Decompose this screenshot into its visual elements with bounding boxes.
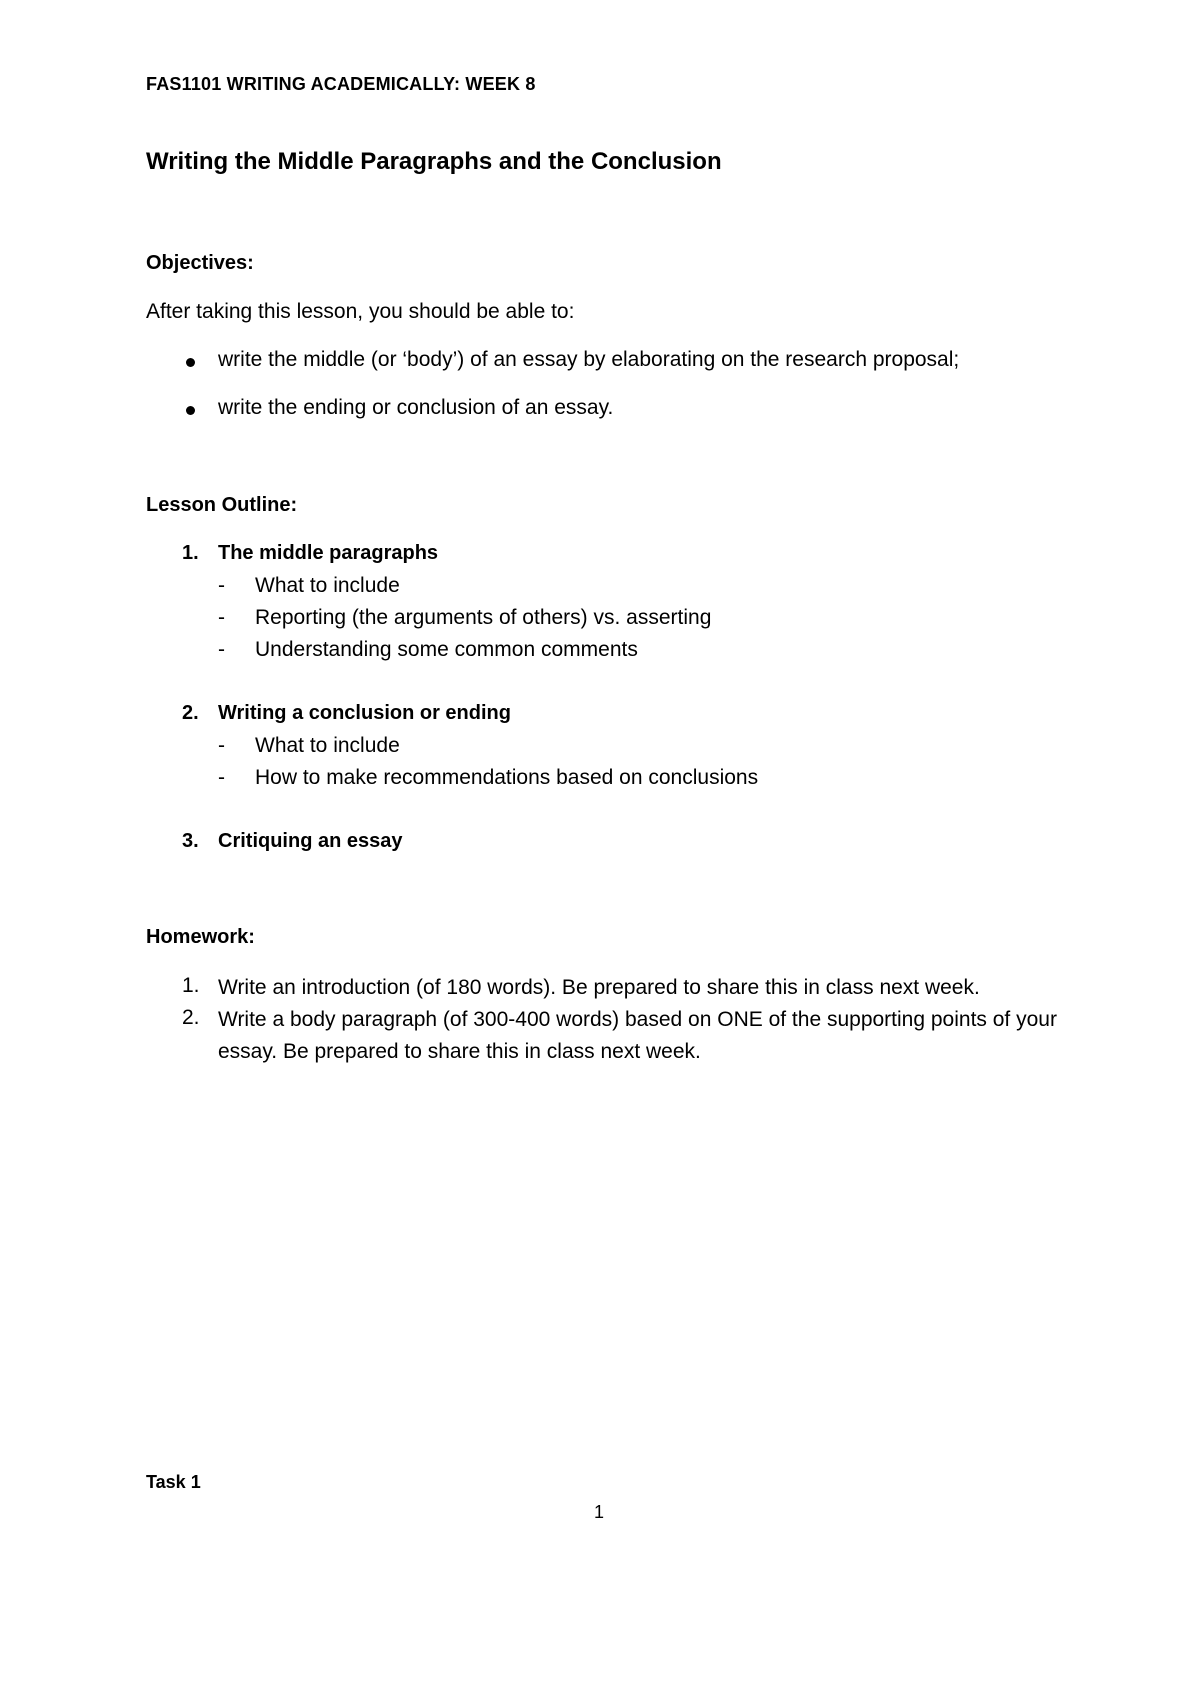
dash-marker: - bbox=[218, 638, 225, 661]
lesson-outline-heading: Lesson Outline: bbox=[146, 494, 298, 516]
outline-item-number: 1. bbox=[182, 542, 199, 564]
page-title: Writing the Middle Paragraphs and the Conclusion bbox=[146, 148, 722, 175]
outline-subitem-text: Reporting (the arguments of others) vs. asserting bbox=[255, 606, 712, 629]
outline-subitem bbox=[146, 638, 1146, 668]
page-number: 1 bbox=[594, 1502, 605, 1522]
outline-subitem-text: What to include bbox=[255, 574, 400, 597]
homework-item-text: Write an introduction (of 180 words). Be prepared to share this in class next week. bbox=[218, 976, 980, 999]
outline-item-number: 3. bbox=[182, 830, 199, 852]
dash-marker: - bbox=[218, 574, 225, 597]
outline-subitem-text: What to include bbox=[255, 734, 400, 757]
bullet-icon bbox=[186, 358, 195, 367]
outline-item-number: 2. bbox=[182, 702, 199, 724]
outline-subitem bbox=[146, 574, 1146, 604]
dash-marker: - bbox=[218, 606, 225, 629]
homework-item bbox=[146, 972, 1146, 1004]
homework-item bbox=[146, 1004, 1146, 1068]
objective-item-text: write the ending or conclusion of an essay. bbox=[218, 396, 614, 419]
outline-subitem-text: How to make recommendations based on conclusions bbox=[255, 766, 759, 789]
outline-subitem bbox=[146, 606, 1146, 636]
objectives-intro: After taking this lesson, you should be able to: bbox=[146, 300, 575, 323]
outline-item-label: The middle paragraphs bbox=[218, 542, 439, 564]
objective-item bbox=[146, 348, 1146, 378]
homework-item-number: 2. bbox=[182, 1006, 200, 1029]
dash-marker: - bbox=[218, 766, 225, 789]
objective-item-text: write the middle (or ‘body’) of an essay by elaborating on the research proposal; bbox=[218, 348, 960, 371]
outline-subitem bbox=[146, 734, 1146, 764]
outline-item bbox=[146, 702, 1146, 732]
outline-item-label: Writing a conclusion or ending bbox=[218, 702, 511, 724]
homework-heading: Homework: bbox=[146, 926, 255, 948]
outline-item bbox=[146, 542, 1146, 572]
outline-subitem-text: Understanding some common comments bbox=[255, 638, 638, 661]
homework-item-text: Write a body paragraph (of 300-400 words) based on ONE of the supporting points of your essay. Be prepared to share this in class next week. bbox=[218, 1008, 1057, 1063]
dash-marker: - bbox=[218, 734, 225, 757]
outline-item-label: Critiquing an essay bbox=[218, 830, 403, 852]
homework-item-number: 1. bbox=[182, 974, 200, 997]
outline-subitem bbox=[146, 766, 1146, 796]
outline-item bbox=[146, 830, 1146, 860]
bullet-icon bbox=[186, 406, 195, 415]
task-label: Task 1 bbox=[146, 1472, 201, 1492]
objective-item bbox=[146, 396, 1146, 426]
course-header: FAS1101 WRITING ACADEMICALLY: WEEK 8 bbox=[146, 74, 536, 94]
objectives-heading: Objectives: bbox=[146, 252, 254, 274]
